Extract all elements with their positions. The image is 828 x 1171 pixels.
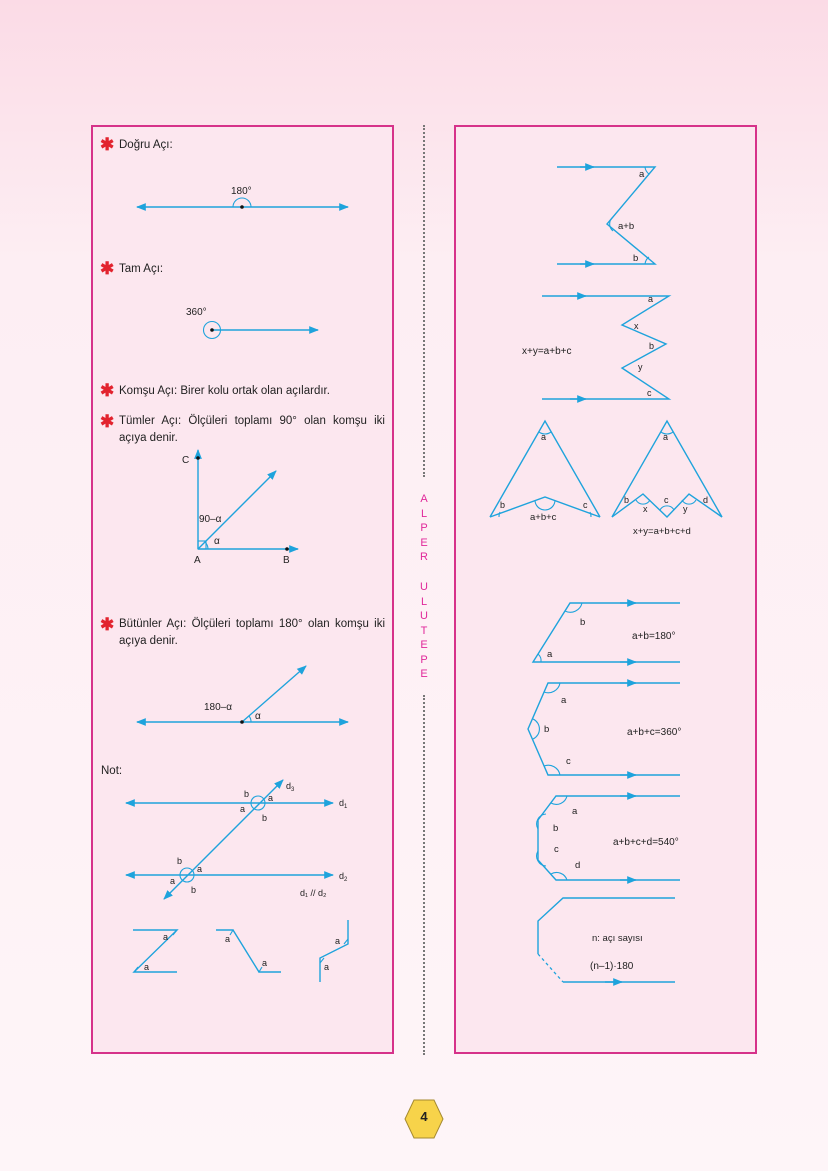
straight-angle-title: Doğru Açı: bbox=[119, 139, 173, 151]
complementary-line-2: açıya denir. bbox=[119, 432, 178, 444]
label-d3: $d_3$ bbox=[286, 781, 295, 793]
triangle-diagram-1 bbox=[490, 421, 600, 523]
vertex-dot bbox=[240, 720, 244, 724]
angle-a: a bbox=[335, 936, 341, 946]
point-b bbox=[285, 547, 289, 551]
alpha-arc bbox=[249, 716, 251, 722]
angle-a: a bbox=[268, 793, 274, 803]
polygon-diagram-4 bbox=[538, 898, 675, 982]
label-y: y bbox=[683, 504, 688, 514]
label-y: y bbox=[638, 362, 643, 372]
label-d2: $d_2$ bbox=[339, 871, 348, 883]
label-angle-count: n: açı sayısı bbox=[592, 933, 643, 944]
label-180-alpha: 180–α bbox=[204, 702, 233, 713]
label-d: d bbox=[575, 860, 581, 871]
label-d1: $d_1$ bbox=[339, 798, 348, 810]
z-shape-diagrams bbox=[133, 920, 348, 982]
polygon-diagram-3 bbox=[537, 796, 680, 880]
label-a: a bbox=[663, 432, 669, 442]
label-a-plus-b: a+b bbox=[618, 221, 635, 232]
supplementary-line-2: açıya denir. bbox=[119, 635, 178, 647]
point-c bbox=[196, 456, 200, 460]
full-angle-title: Tam Açı: bbox=[119, 263, 164, 275]
angle-a: a bbox=[240, 804, 246, 814]
label-c: c bbox=[554, 844, 559, 855]
angle-a: a bbox=[197, 864, 203, 874]
label-a: a bbox=[561, 695, 567, 706]
angle-b: b bbox=[262, 813, 268, 823]
angle-b: b bbox=[244, 789, 250, 799]
angle-a: a bbox=[324, 962, 330, 972]
spine-author-last: U L U T E P E bbox=[420, 581, 428, 680]
label-b: b bbox=[500, 500, 506, 510]
star-icon: ✱ bbox=[100, 615, 115, 634]
polygon-diagram-1 bbox=[533, 603, 680, 662]
label-c: c bbox=[647, 388, 652, 398]
straight-angle-diagram bbox=[137, 186, 348, 209]
parallel-lines-diagram bbox=[126, 780, 348, 899]
angle-b: b bbox=[191, 885, 197, 895]
zigzag-line bbox=[557, 167, 655, 264]
supplementary-line-1: Bütünler Açı: Ölçüleri toplamı 180° olan komşu iki bbox=[119, 618, 385, 630]
label-c: c bbox=[566, 756, 571, 767]
ray-line bbox=[242, 666, 306, 722]
label-sum: a+b+c bbox=[530, 512, 557, 523]
label-c: c bbox=[664, 495, 669, 505]
star-icon: ✱ bbox=[100, 135, 115, 154]
straight-angle-label: 180° bbox=[231, 186, 252, 197]
star-icon: ✱ bbox=[100, 412, 115, 431]
angle-a: a bbox=[163, 932, 169, 942]
complementary-line-1: Tümler Açı: Ölçüleri toplamı 90° olan komşu iki bbox=[119, 415, 385, 427]
vertex-dot bbox=[240, 205, 244, 209]
vertex-dot bbox=[210, 328, 214, 332]
zigzag-diagram-2 bbox=[522, 294, 669, 399]
formula: (n–1)·180 bbox=[590, 961, 634, 972]
page-number: 4 bbox=[420, 1109, 428, 1124]
label-b: b bbox=[633, 253, 639, 264]
polygon-diagram-2 bbox=[528, 683, 681, 775]
label-a: a bbox=[541, 432, 547, 442]
label-c: C bbox=[182, 455, 190, 466]
z-shape-3 bbox=[320, 920, 348, 982]
label-a: a bbox=[572, 806, 578, 817]
dashed-edge bbox=[538, 954, 563, 982]
label-d: d bbox=[703, 495, 709, 505]
label-a: a bbox=[547, 649, 553, 660]
formula: a+b=180° bbox=[632, 631, 676, 642]
spine-author-first: A L P E R bbox=[420, 493, 428, 563]
label-b: b bbox=[580, 617, 586, 628]
label-c: c bbox=[583, 500, 588, 510]
angle-a: a bbox=[262, 958, 268, 968]
formula: a+b+c=360° bbox=[627, 727, 682, 738]
line-d3 bbox=[164, 780, 283, 899]
full-angle-label: 360° bbox=[186, 307, 207, 318]
label-b: b bbox=[649, 341, 655, 351]
angle-a: a bbox=[144, 962, 150, 972]
parallel-label: d₁ // d₂ bbox=[300, 888, 327, 898]
label-b: b bbox=[624, 495, 630, 505]
star-icon: ✱ bbox=[100, 381, 115, 400]
formula: a+b+c+d=540° bbox=[613, 837, 679, 848]
zigzag-diagram-1 bbox=[557, 167, 655, 264]
supplementary-angle-diagram bbox=[137, 666, 348, 724]
star-icon: ✱ bbox=[100, 259, 115, 278]
label-x: x bbox=[634, 321, 639, 331]
full-angle-diagram bbox=[186, 307, 318, 339]
angle-a: a bbox=[225, 934, 231, 944]
label-90-alpha: 90–α bbox=[199, 514, 222, 525]
formula: x+y=a+b+c bbox=[522, 346, 572, 357]
label-a: A bbox=[194, 555, 201, 566]
label-alpha: α bbox=[255, 711, 261, 722]
adjacent-angle-text: Komşu Açı: Birer kolu ortak olan açılardır. bbox=[119, 385, 330, 397]
label-alpha: α bbox=[214, 536, 220, 547]
label-a: a bbox=[639, 169, 645, 180]
triangle-diagram-2 bbox=[612, 421, 722, 537]
label-b: B bbox=[283, 555, 290, 566]
ray-middle bbox=[198, 471, 276, 549]
label-a: a bbox=[648, 294, 654, 304]
polygon-line bbox=[538, 898, 675, 954]
angle-a: a bbox=[170, 876, 176, 886]
label-b: b bbox=[544, 724, 550, 735]
angle-b: b bbox=[177, 856, 183, 866]
z-shape-1 bbox=[133, 930, 177, 972]
label-b: b bbox=[553, 823, 559, 834]
formula: x+y=a+b+c+d bbox=[633, 526, 691, 537]
page-number-badge bbox=[404, 1097, 444, 1141]
note-title: Not: bbox=[101, 765, 123, 777]
label-x: x bbox=[643, 504, 648, 514]
complementary-angle-diagram bbox=[182, 450, 298, 566]
